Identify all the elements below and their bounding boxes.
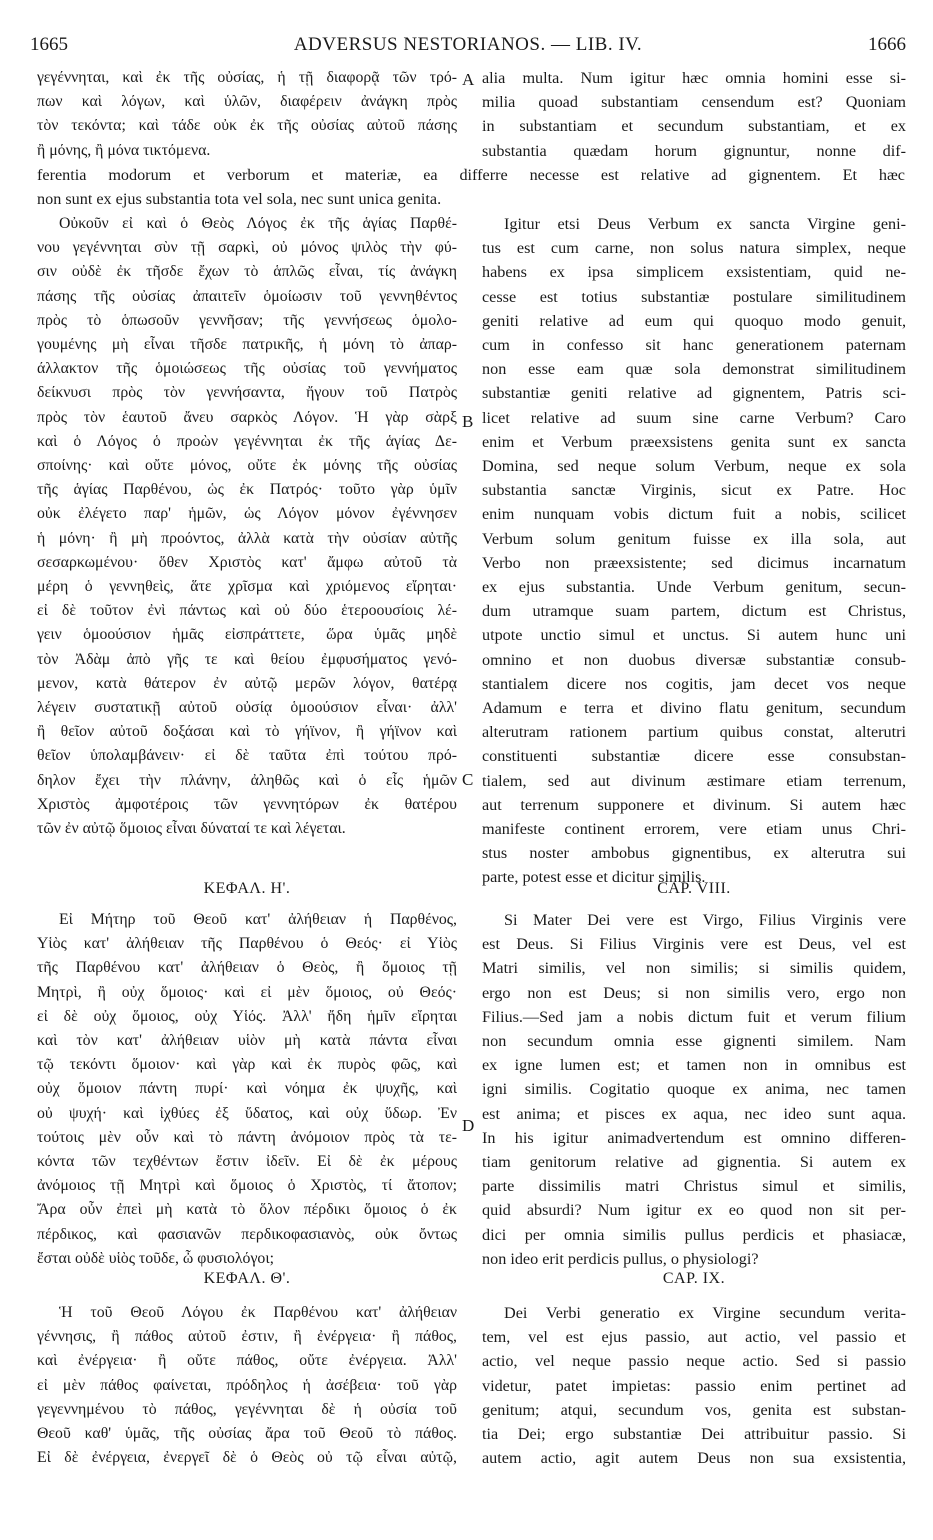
text-line: Θεοῦ καθ' ὑμᾶς, τῆς οὐσίας ἄρα τοῦ Θεοῦ τὸ πάθος.: [37, 1425, 457, 1443]
text-line: Verbum solum genitum fuisse ex illa sola, aut: [482, 529, 906, 548]
text-line: non secundum omnia esse gignenti similem. Nam: [482, 1032, 906, 1051]
text-line: Filius.—Sed jam a nobis dictum fuit et verum filium: [482, 1007, 906, 1026]
text-line: tiam genitorum relative ad gignentia. Si autem ex: [482, 1153, 906, 1172]
text-line: milia quoad substantiam censendum est? Quoniam: [482, 93, 906, 112]
text-line: parte, potest esse et dicitur similis.: [482, 868, 706, 887]
text-line: καὶ ὁ Λόγος ὁ προὼν γεγέννηται ἐκ τῆς ἁγίας Δε-: [37, 432, 457, 450]
text-line: igni similis. Cogitatio quoque ex anima, nec tamen: [482, 1080, 906, 1099]
text-line: tialem, sed aut divinum æstimare etiam terrenum,: [482, 771, 906, 790]
text-line: ἀνόμοιος τῇ Μητρὶ καὶ ὅμοιος ὁ Χριστὸς, τί ἄτοπον;: [37, 1177, 457, 1195]
text-line: δείκνυσι πρὸς τὸν γεννήσαντα, ἤγουν τοῦ Πατρὸς: [37, 384, 457, 402]
greek-chapter-heading-9: ΚΕΦΑΛ. Θ'.: [203, 1270, 291, 1287]
text-line: licet relative ad suum sine carne Verbum? Caro: [482, 408, 906, 427]
text-line: substantia quædam horum gignuntur, nonne dif-: [482, 141, 906, 160]
text-line: τὸν Ἀδὰμ ἀπὸ γῆς τε καὶ θείου ἐμφυσήματος γενό-: [37, 650, 457, 668]
text-line: σποίνης· καὶ οὔτε μόνος, οὔτε ἐκ μόνης τῆς οὐσίας: [37, 457, 457, 475]
text-line: γεγέννηται, καὶ ἐκ τῆς οὐσίας, ἡ τῇ διαφορᾷ τῶν τρό-: [37, 69, 457, 86]
text-line: γειν ὁμοούσιον ἡμᾶς εἰσπράττετε, ὥρα ὑμᾶς μηδὲ: [37, 626, 457, 644]
running-header: [30, 34, 906, 60]
text-line: manifeste continent errorem, vere etiam unus Chri-: [482, 820, 906, 839]
text-line: σιν οὐδὲ ἐκ τῆσδε ἔχων τὸ ἁπλῶς εἶναι, τίς ἀνάγκη: [37, 263, 457, 281]
text-line: γέννησις, ἢ πάθος αὐτοῦ ἐστιν, ἢ ἐνέργεια· ἢ πάθος,: [37, 1328, 457, 1346]
text-line: τῆς ἁγίας Παρθένου, ὡς ἐκ Πατρός· τοῦτο γὰρ ὑμῖν: [37, 481, 457, 499]
text-line: νου γεγέννηται σὺν τῇ σαρκὶ, οὐ μόνος ψιλὸς τὴν φύ-: [37, 239, 457, 257]
text-line: πρὸς τὸν ἑαυτοῦ ἄνευ σαρκὸς Λόγον. Ἡ γὰρ σὰρξ: [37, 408, 457, 426]
text-line: tem, vel est ejus passio, aut actio, vel passio et: [482, 1328, 906, 1347]
greek-chapter-heading-8: ΚΕΦΑΛ. Η'.: [203, 880, 291, 897]
text-line: Υἱὸς κατ' ἀλήθειαν τῆς Παρθένου ὁ Θεός· εἰ Υἱὸς: [37, 935, 457, 953]
text-line: autem actio, agit autem Deus non sua exsistentia,: [482, 1449, 906, 1468]
text-line: cum in confesso sit hanc generationem paternam: [482, 336, 906, 355]
text-line: ex igne lumen est; et tamen non in omnibus est: [482, 1056, 906, 1075]
running-title: ADVERSUS NESTORIANOS. — LIB. IV.: [293, 34, 643, 55]
text-line: Si Mater Dei vere est Virgo, Filius Virginis vere: [504, 911, 906, 929]
text-line: est anima; et pisces ex aqua, nec ideo sunt aqua.: [482, 1104, 906, 1123]
text-line: substantia sanctæ Virginis, sicut ex Patre. Hoc: [482, 481, 906, 500]
text-line: Igitur etsi Deus Verbum ex sancta Virgine geni-: [504, 215, 906, 233]
text-line: actio, vel neque passio neque actio. Sed si passio: [482, 1352, 906, 1371]
text-line: videtur, patet impietas: passio enim pertinet ad: [482, 1376, 906, 1395]
text-line: Μητρὶ, ἢ οὐχ ὅμοιος· καὶ εἰ μὲν ὅμοιος, οὐ Θεός·: [37, 983, 457, 1001]
text-line: genitum; atqui, secundum vos, genita est substan-: [482, 1400, 906, 1419]
text-line: οὐ ψυχή· καὶ ἰχθύες ἐξ ὕδατος, καὶ οὐχ ὕδωρ. Ἐν: [37, 1104, 457, 1122]
text-line: parte dissimilis matri Christus simul et similis,: [482, 1177, 906, 1196]
text-line: καὶ τὸν κατ' ἀλήθειαν υἱὸν μὴ κατὰ πάντα εἶναι: [37, 1032, 457, 1050]
text-line: δηλον ἔχει τὴν πλάνην, ἀληθῶς καὶ ὁ εἷς ἡμῶν: [37, 771, 457, 789]
text-line: aut terrenum supponere et divinum. Si autem hæc: [482, 795, 906, 814]
text-line: κόντα τῶν τεχθέντων ἔστιν ἰδεῖν. Εἰ δὲ ἐκ μέρους: [37, 1153, 457, 1171]
text-line: ἡ μόνη· ἢ μὴ προόντος, ἀλλὰ κατὰ τὴν οὐσίαν αὐτῆς: [37, 529, 457, 547]
latin-chapter-heading-9: CAP. IX.: [662, 1270, 726, 1287]
latin-paragraph-1: [482, 212, 906, 890]
text-line: άλλακτον τῆς ὁμοιώσεως τῆς οὐσίας τοῦ γεννήματος: [37, 360, 457, 378]
text-line: Verbo non præexsistente; sed dicimus incarnatum: [482, 553, 906, 572]
full-width-lines: [37, 163, 905, 211]
text-line: alia multa. Num igitur hæc omnia homini esse si-: [482, 69, 906, 87]
text-line: non ideo erit perdicis pullus, o physiologi?: [482, 1249, 759, 1268]
text-line: ἔσται οὐδὲ υἱὸς τοῦδε, ὦ φυσιολόγοι;: [37, 1249, 274, 1267]
text-line: οὐχ ὅμοιον πάντη πυρί· καὶ νόημα ἐκ ψυχῆς, καὶ: [37, 1080, 457, 1098]
text-line: constituenti substantiæ dicere esse consubstan-: [482, 747, 906, 766]
greek-column-top: [37, 66, 457, 163]
text-line: ferentia modorum et verborum et materiæ, ea differre necesse est relative ad gignentem. Et hæc: [37, 166, 905, 184]
greek-paragraph-3: [37, 1301, 457, 1470]
text-line: ex ejus substantia. Unde Verbum genitum, secun-: [482, 578, 906, 597]
text-line: Εἰ δὲ ἐνέργεια, ἐνεργεῖ δὲ ὁ Θεὸς οὐ τῷ εἶναι αὐτῷ,: [37, 1449, 457, 1467]
text-line: Χριστὸς ἀμφοτέροις τῶν γεννητόρων ἐκ θατέρου: [37, 795, 457, 813]
text-line: πάσης τῆς οὐσίας ἀπαιτεῖν ὁμοίωσιν τοῦ γεννηθέντος: [37, 287, 457, 305]
text-line: stantialem dicere nos cogitis, jam decet vos neque: [482, 674, 906, 693]
text-line: In his igitur animadvertendum est omnino differen-: [482, 1128, 906, 1147]
text-line: Ἡ τοῦ Θεοῦ Λόγου ἐκ Παρθένου κατ' ἀλήθειαν: [59, 1304, 457, 1321]
text-line: καὶ ἐνέργεια· ἢ οὔτε πάθος, οὔτε ἐνέργεια. Ἀλλ': [37, 1352, 457, 1370]
text-line: πρὸς τὸ ὁπωσοῦν γεννῆσαν; τῆς γεννήσεως ὁμολο-: [37, 311, 457, 329]
text-line: Οὐκοῦν εἰ καὶ ὁ Θεὸς Λόγος ἐκ τῆς ἁγίας Παρθέ-: [59, 215, 457, 232]
text-line: εἰ δὲ οὐχ ὅμοιος, οὐχ Υἱός. Ἀλλ' ἤδη ἡμῖν εἴρηται: [37, 1007, 457, 1025]
text-line: τούτοις μὲν οὖν καὶ τὸ πάντη ἀνόμοιον πρὸς τὰ τε-: [37, 1128, 457, 1146]
text-line: Matri similis, vel non similis; si similis quidem,: [482, 959, 906, 978]
margin-letter-b: B: [462, 412, 474, 431]
text-line: πέρδικος, καὶ φασιανῶν περδικοφασιανὸς, οὐκ ὄντως: [37, 1225, 457, 1243]
text-line: μενον, κατὰ θάτερον ἐν αὐτῷ μερῶν λόγον, θατέρᾳ: [37, 674, 457, 692]
latin-chapter-heading-8: CAP. VIII.: [657, 880, 731, 897]
text-line: dici per omnia similis pullus perdicis et phasiacæ,: [482, 1225, 906, 1244]
text-line: τῷ τεκόντι ὅμοιον· καὶ γὰρ καὶ ἐκ πυρὸς φῶς, καὶ: [37, 1056, 457, 1074]
text-line: quid absurdi? Num igitur ex eo quod non sit per-: [482, 1201, 906, 1220]
text-line: stus noster ambobus gignentibus, ex alterutra sui: [482, 844, 906, 863]
page-number-right: 1666: [868, 34, 906, 55]
text-line: non esse eam quæ sola demonstrat similitudinem: [482, 360, 906, 379]
text-line: λέγειν συστατικῇ αὐτοῦ οὐσίᾳ ὁμοούσιον εἶναι· ἀλλ': [37, 699, 457, 717]
page-number-left: 1665: [30, 34, 68, 55]
text-line: γεγεννημένου τὸ πάθος, γεγέννηται δὲ ἡ οὐσία τοῦ: [37, 1400, 457, 1418]
text-line: non sunt ex ejus substantia tota vel sola, nec sunt unica genita.: [37, 190, 442, 209]
text-line: omnino et non duobus diversæ substantiæ consub-: [482, 650, 906, 669]
margin-letter-d: D: [462, 1116, 475, 1135]
text-line: cesse est totius substantiæ postulare similitudinem: [482, 287, 906, 306]
text-line: ergo non est Deus; si non similis vero, ergo non: [482, 983, 906, 1002]
text-line: utpote unctio simul et unctus. Si autem hunc uni: [482, 626, 906, 645]
text-line: γουμένης μὴ εἶναι τῆσδε πατρικῆς, ἡ μόνη τὸ ἀπαρ-: [37, 336, 457, 354]
text-line: τὸν τεκόντα; καὶ τάδε οὐκ ἐκ τῆς οὐσίας αὐτοῦ πάσης: [37, 117, 457, 135]
text-line: ἢ θεῖον αὐτοῦ δοξάσαι καὶ τὸ γήϊνον, ἢ γήϊνον καὶ: [37, 723, 457, 741]
latin-paragraph-3: [482, 1301, 906, 1470]
text-line: οὐκ ἐλέγετο παρ' ἡμῶν, ὡς Λόγον μόνον ἐγέννησεν: [37, 505, 457, 523]
text-line: εἰ δὲ τοῦτον ἐνὶ πάντως καὶ οὐ δύο ἑτεροουσίοις λέ-: [37, 602, 457, 620]
greek-paragraph-1: [37, 212, 457, 841]
text-line: enim nunquam vobis dictum fuit a nobis, scilicet: [482, 505, 906, 524]
greek-paragraph-2: [37, 908, 457, 1271]
text-line: Dei Verbi generatio ex Virgine secundum verita-: [504, 1304, 906, 1322]
text-line: Adamum e terra et divino flatu genitum, secundum: [482, 699, 906, 718]
margin-letter-a: A: [462, 70, 475, 89]
latin-column-top: [482, 66, 906, 163]
text-line: habens ex ipsa simplicem exsistentiam, quid ne-: [482, 263, 906, 282]
text-line: dum utramque suam partem, dictum est Christus,: [482, 602, 906, 621]
text-line: geniti relative ad eum qui quoquo modo genuit,: [482, 311, 906, 330]
text-line: enim et Verbum præexsistens genita sunt ex sancta: [482, 432, 906, 451]
text-line: Domina, sed neque solum Verbum, neque ex sola: [482, 457, 906, 476]
text-line: σεσαρκωμένου· ὅθεν Χριστὸς κατ' ἄμφω αὐτοῦ τὰ: [37, 553, 457, 571]
margin-letter-c: C: [462, 770, 474, 789]
text-line: τῶν ἐν αὐτῷ ὅμοιος εἶναι δύναταί τε καὶ λέγεται.: [37, 820, 346, 838]
text-line: πων καὶ λόγων, καὶ ὑλῶν, διαφέρειν ἀνάγκη πρὸς: [37, 93, 457, 111]
text-line: tia Dei; ergo substantiæ Dei attribuitur passio. Si: [482, 1425, 906, 1444]
text-line: Ἄρα οὖν ἐπεὶ μὴ κατὰ τὸ ὅλον πέρδικι ὅμοιος ὁ ἐκ: [37, 1201, 457, 1219]
latin-paragraph-2: [482, 908, 906, 1271]
text-line: εἰ μὲν πάθος φαίνεται, πρόδηλος ἡ ἀσέβεια· τοῦ γὰρ: [37, 1376, 457, 1394]
text-line: alterutram rationem partium quibus constat, alterutri: [482, 723, 906, 742]
text-line: est Deus. Si Filius Virginis vere est Deus, vel est: [482, 935, 906, 954]
text-line: ἢ μόνης, ἢ μόνα τικτόμενα.: [37, 141, 211, 159]
text-line: Εἰ Μήτηρ τοῦ Θεοῦ κατ' ἀλήθειαν ἡ Παρθένος,: [59, 911, 457, 928]
text-line: tus est cum carne, non solus natura simplex, neque: [482, 239, 906, 258]
text-line: τῆς Παρθένου κατ' ἀλήθειαν ὁ Θεὸς, ἢ ὅμοιος τῇ: [37, 959, 457, 977]
text-line: in substantiam et secundum substantiam, et ex: [482, 117, 906, 136]
text-line: μέρη ὁ γεννηθεὶς, ἅτε χρῖσμα καὶ χριόμενος εἴρηται·: [37, 578, 457, 596]
text-line: θεῖον ὑπολαμβάνειν· εἰ δὲ ταῦτα ἐπὶ τούτου πρό-: [37, 747, 457, 765]
text-line: substantiæ geniti relative ad gignentem, Patris sci-: [482, 384, 906, 403]
